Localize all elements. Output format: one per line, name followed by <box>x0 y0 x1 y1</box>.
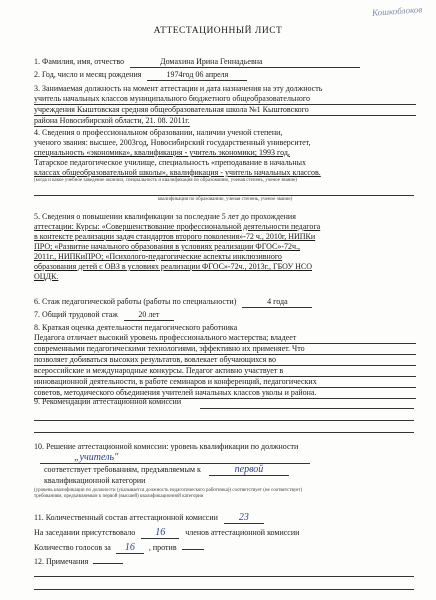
blank-line <box>34 589 414 590</box>
teaching-experience-value: 4 года <box>242 297 312 308</box>
item-total-experience-label: 7. Общий трудовой стаж <box>34 310 118 319</box>
item-total-experience <box>34 310 416 321</box>
blank-line <box>34 576 414 577</box>
commission-size-value: 23 <box>224 513 264 524</box>
blank-line <box>200 408 414 409</box>
votes-suffix: , против <box>148 543 177 552</box>
item-training-line: аттестации: Курсы: «Совершенствование профессиональной деятельности педагога <box>34 222 321 231</box>
item-full-name <box>34 57 416 68</box>
item-education-line: Татарское педагогическое училище, специальность «преподавание в начальных <box>34 158 307 167</box>
page-title: АТТЕСТАЦИОННЫЙ ЛИСТ <box>153 26 283 36</box>
item-education <box>34 128 416 184</box>
item-assessment-line: 8. Краткая оценка деятельности педагогического работника <box>34 323 238 332</box>
item-assessment-line: инновационной деятельности, в работе семинаров и конференций, педагогических <box>34 377 416 388</box>
votes-prefix: Количество голосов за <box>34 543 111 552</box>
decision-requirement-row <box>34 465 416 476</box>
item-birth-date <box>34 70 416 81</box>
total-experience-value: 20 лет <box>124 310 174 321</box>
decision-requirement-text: соответствует требованиям, предъявляемым к <box>44 465 201 474</box>
decision-hint: (уровень квалификации по должности (указывается должность педагогического работника)) соответствует (не соответствует) <box>34 488 303 493</box>
handwritten-category: первой <box>209 465 289 476</box>
corner-signature: Кошкоблоков <box>371 4 423 18</box>
notes-fill <box>93 563 123 564</box>
decision-category-text: квалификационной категории <box>44 476 146 485</box>
blank-line <box>34 432 414 433</box>
votes-row <box>34 543 416 554</box>
item-education-line: ученого звания: высшее, 2003год, Новосибирский государственный университет, <box>34 138 311 147</box>
item-training-line: 5. Сведения о повышении квалификации за последние 5 лет до прохождения <box>34 212 296 221</box>
item-education-hint-2: квалификация по образованию, ученая степень, ученое звание) <box>157 197 293 202</box>
item-assessment-line: всероссийские и международные конкурсы. Педагог активно участвует в <box>34 366 416 377</box>
item-training <box>34 212 416 282</box>
item-assessment-line: современными педагогическими технологиями, эффективно их применяет. Что <box>34 344 416 355</box>
item-full-name-label: 1. Фамилия, имя, отчество <box>34 57 125 66</box>
blank-line <box>34 420 414 421</box>
attendance-prefix: На заседании присутствовало <box>34 528 136 537</box>
item-recommendations-label: 9. Рекомендации аттестационной комиссии <box>34 397 182 406</box>
item-assessment <box>34 323 416 399</box>
item-training-line: ПРО; «Развитие начального образования в условиях реализации ФГОС»-72ч., <box>34 242 301 251</box>
divider-line <box>34 195 414 196</box>
item-education-hint: (когда и какое учебное заведение окончил, специальность и квалификация по образованию, ученая степень, ученое звание) <box>34 178 297 183</box>
item-assessment-line: Педагога отличает высокий уровень профессионального мастерства; владеет <box>34 333 416 344</box>
item-commission-size <box>34 513 416 524</box>
item-position <box>34 84 416 127</box>
votes-for-value: 16 <box>116 543 144 554</box>
item-decision <box>34 442 416 500</box>
item-decision-label: 10. Решение аттестационной комиссии: уровень квалификации по должности <box>34 442 299 451</box>
item-teaching-experience <box>34 297 416 308</box>
attendance-value: 16 <box>141 528 179 539</box>
full-name-value: Домахина Ирина Геннадьевна <box>130 57 360 68</box>
item-commission-size-label: 11. Количественный состав аттестационной комиссии <box>34 513 218 522</box>
item-education-line: 4. Сведения о профессиональном образовании, наличии ученой степени, <box>34 128 283 137</box>
item-position-line: 3. Занимаемая должность на момент аттестации и дата назначения на эту должность <box>34 84 323 93</box>
attendance-row <box>34 528 416 539</box>
item-education-line: специальность «экономика», квалификация - учитель экономики; 1993 год, <box>34 148 290 157</box>
item-training-line: 2011г., НИПКиПРО; «Психолого-педагогические аспекты инклюзивного <box>34 252 282 261</box>
item-recommendations <box>34 397 416 407</box>
item-teaching-experience-label: 6. Стаж педагогической работы (работы по специальности) <box>34 297 237 306</box>
handwritten-position: „учитель" <box>74 452 119 463</box>
attendance-suffix: членов аттестационной комиссии <box>185 528 300 537</box>
item-position-line: района Новосибирской области, 21. 08. 2011г. <box>34 116 190 125</box>
item-training-line: ОЦДК. <box>34 272 59 281</box>
item-position-line: учитель начальных классов муниципального бюджетного общеобразовательного <box>34 94 416 105</box>
item-notes <box>34 557 416 567</box>
item-training-line: образования детей с ОВЗ в условиях реализации ФГОС»-72ч., 2013г., ГБОУ НСО <box>34 262 313 271</box>
item-education-line: классах общеобразовательной школы», квалификация - учитель начальных классов. <box>34 168 321 177</box>
item-assessment-line: позволяет добиваться высоких результатов, вовлекает обучающихся во <box>34 355 416 366</box>
position-fill-line <box>40 463 310 464</box>
votes-against-fill <box>182 549 204 550</box>
item-position-line: учреждения Кыштовская средняя общеобразовательная школа №1 Кыштовского <box>34 105 416 116</box>
item-assessment-line: советов, методического объединения учителей начальных классов уколы и района. <box>34 388 416 399</box>
item-birth-date-label: 2. Год, число и месяц рождения <box>34 70 142 79</box>
decision-hint-2: требованиям, предъявляемым к первой (высшей) квалификационной категории <box>34 494 204 499</box>
birth-date-value: 1974год 06 апреля <box>147 70 247 81</box>
item-training-line: в контексте реализации задач стандартов второго поколения»-72 ч., 2010г, НИПКи <box>34 232 316 241</box>
position-fill-row <box>34 452 416 465</box>
item-notes-label: 12. Примечания <box>34 557 89 566</box>
